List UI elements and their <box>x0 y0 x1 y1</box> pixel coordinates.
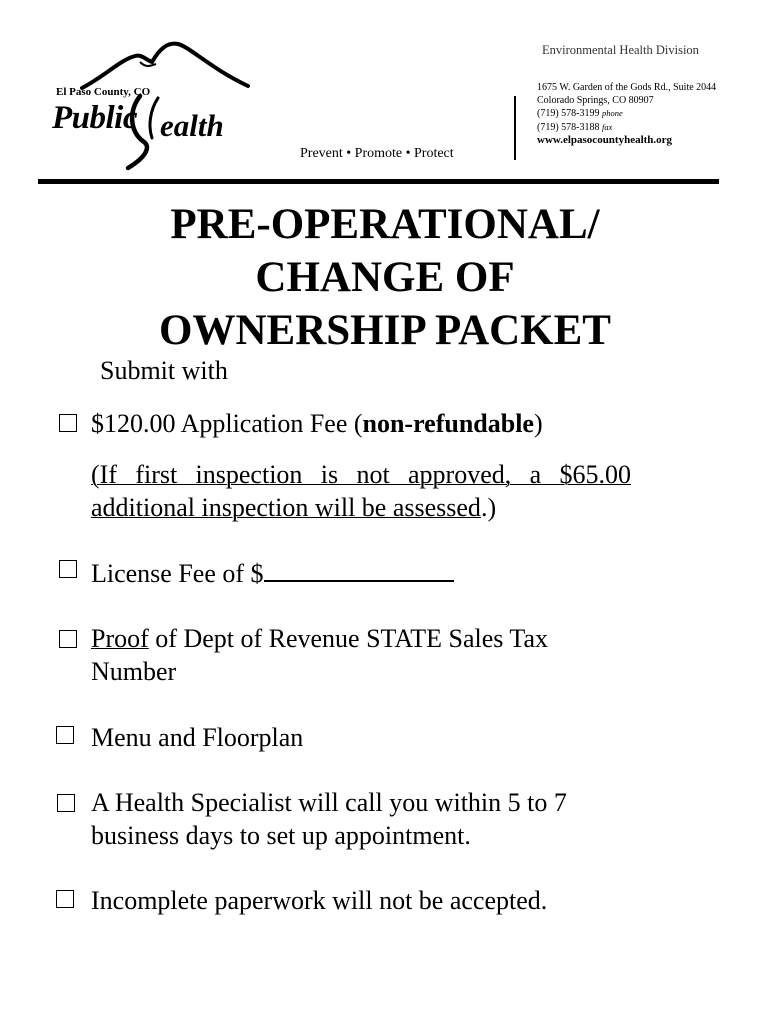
phone-number: (719) 578-3199 <box>537 108 600 119</box>
fax-number: (719) 578-3188 <box>537 121 600 133</box>
reinspection-note: (If first inspection is not approved, a $65.00 additional inspection will be assessed.) <box>91 460 631 522</box>
non-refundable-text: non-refundable <box>362 409 534 438</box>
checkbox-menu-floorplan[interactable] <box>56 726 74 744</box>
title-line-1: PRE-OPERATIONAL/ <box>170 201 600 248</box>
checkbox-proof-sales-tax[interactable] <box>59 630 77 648</box>
item-application-fee: $120.00 Application Fee (non-refundable) <box>91 409 543 438</box>
contact-block <box>537 82 716 147</box>
logo-health-text: ealth <box>160 108 224 143</box>
item-health-specialist: A Health Specialist will call you within 5 to 7 business days to set up appointment. <box>91 788 567 850</box>
submit-with-label: Submit with <box>100 356 228 385</box>
phone-line <box>537 107 716 121</box>
checkbox-license-fee[interactable] <box>59 560 77 578</box>
checkbox-health-specialist[interactable] <box>57 794 75 812</box>
logo-public-text: Public <box>52 100 137 136</box>
address-line-1: 1675 W. Garden of the Gods Rd., Suite 2044 <box>537 82 717 93</box>
county-label: El Paso County, CO <box>56 86 151 98</box>
checkbox-incomplete-paperwork[interactable] <box>56 890 74 908</box>
header-rule <box>38 179 719 184</box>
title-line-3: OWNERSHIP PACKET <box>159 307 611 354</box>
checkbox-application-fee[interactable] <box>59 414 77 432</box>
license-fee-blank[interactable] <box>264 558 454 582</box>
item-menu-floorplan: Menu and Floorplan <box>91 723 304 752</box>
phone-label: phone <box>602 108 623 118</box>
fax-line <box>537 121 716 135</box>
division-name: Environmental Health Division <box>542 43 699 57</box>
page-title <box>0 198 770 357</box>
title-line-2: CHANGE OF <box>255 254 515 301</box>
address-line-2: Colorado Springs, CO 80907 <box>537 94 654 106</box>
header-divider <box>514 96 516 160</box>
item-license-fee: License Fee of $ <box>91 557 454 590</box>
item-incomplete-paperwork: Incomplete paperwork will not be accepted. <box>91 886 548 915</box>
fax-label: fax <box>602 121 613 132</box>
tagline: Prevent • Promote • Protect <box>300 146 454 161</box>
item-proof-sales-tax: Proof of Dept of Revenue STATE Sales Tax Number <box>91 624 549 686</box>
website-link[interactable]: www.elpasocountyhealth.org <box>537 134 673 146</box>
